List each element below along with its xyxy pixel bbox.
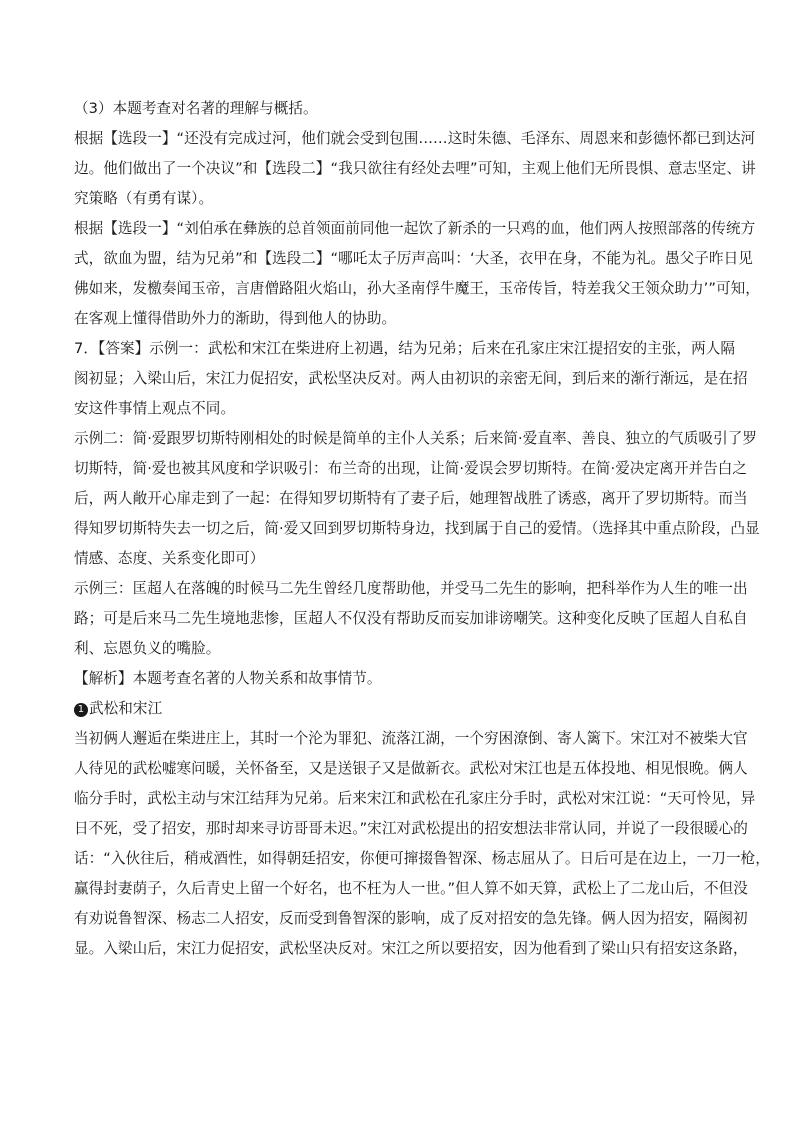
- section-heading: [74, 700, 724, 717]
- text-line: 【解析】本题考查名著的人物关系和故事情节。: [74, 670, 382, 687]
- text-line: 赢得封妻荫子，久后青史上留一个好名，也不枉为人一世。”但人算不如天算，武松上了二龙山后，不但没: [74, 880, 748, 897]
- text-line: 示例三：匡超人在落魄的时候马二先生曾经几度帮助他，并受马二先生的影响，把科举作为人生的唯一出: [74, 580, 748, 597]
- document-page: [74, 100, 770, 957]
- circled-number-icon: 1: [74, 703, 88, 717]
- text-line: 人待见的武松嘘寒问暖，关怀备至，又是送银子又是做新衣。武松对宋江也是五体投地、相见恨晚。俩人: [74, 760, 748, 777]
- text-line: 有劝说鲁智深、杨志二人招安，反而受到鲁智深的影响，成了反对招安的急先锋。俩人因为招安，隔阂初: [74, 910, 748, 927]
- text-line: （3）本题考查对名著的理解与概括。: [74, 100, 318, 117]
- text-line: 得知罗切斯特失去一切之后，简·爱又回到罗切斯特身边，找到属于自己的爱情。（选择其中重点阶段，凸显: [74, 520, 760, 537]
- text-line: 边。他们做出了一个决议”和【选段二】“我只欲往有经处去哩”可知，主观上他们无所畏惧、意志坚定、讲: [74, 160, 756, 177]
- text-line: 7．【答案】示例一：武松和宋江在柴进府上初遇，结为兄弟；后来在孔家庄宋江提招安的主张，两人隔: [74, 340, 736, 357]
- text-line: 阂初显；入梁山后，宋江力促招安，武松坚决反对。两人由初识的亲密无间，到后来的渐行渐远，是在招: [74, 370, 748, 387]
- text-line: 切斯特，简·爱也被其风度和学识吸引：布兰奇的出现，让简·爱误会罗切斯特。在简·爱决定离开并告白之: [74, 460, 748, 477]
- text-line: 情感、态度、关系变化即可）: [74, 550, 265, 567]
- text-line: 式，欲血为盟，结为兄弟”和【选段二】“哪吒太子厉声高叫：‘大圣，衣甲在身，不能为礼。愚父子昨日见: [74, 250, 753, 267]
- section-heading-text: 武松和宋江: [89, 700, 163, 717]
- text-line: 根据【选段一】“刘伯承在彝族的总首领面前同他一起饮了新杀的一只鸡的血，他们两人按照部落的传统方: [74, 220, 756, 237]
- text-line: 安这件事情上观点不同。: [74, 400, 236, 417]
- text-line: 路；可是后来马二先生境地悲惨，匡超人不仅没有帮助反而妄加诽谤嘲笑。这种变化反映了匡超人自私自: [74, 610, 748, 627]
- text-line: 临分手时，武松主动与宋江结拜为兄弟。后来宋江和武松在孔家庄分手时，武松对宋江说：“天可怜见，异: [74, 790, 756, 807]
- text-line: 显。入梁山后，宋江力促招安，武松坚决反对。宋江之所以要招安，因为他看到了梁山只有招安这条路，: [74, 940, 748, 957]
- text-line: 在客观上懂得借助外力的渐助，得到他人的协助。: [74, 310, 397, 327]
- text-line: 后，两人敞开心扉走到了一起：在得知罗切斯特有了妻子后，她理智战胜了诱惑，离开了罗切斯特。而当: [74, 490, 748, 507]
- text-line: 话：“入伙往后，稍戒酒性，如得朝廷招安，你便可撺掇鲁智深、杨志屈从了。日后可是在边上，一刀一枪，: [74, 850, 770, 867]
- text-line: 示例二：简·爱跟罗切斯特刚相处的时候是简单的主仆人关系；后来简·爱直率、善良、独立的气质吸引了罗: [74, 430, 757, 447]
- text-line: 当初俩人邂逅在柴进庄上，其时一个沦为罪犯、流落江湖，一个穷困潦倒、寄人篱下。宋江对不被柴大官: [74, 730, 748, 747]
- text-line: 根据【选段一】“还没有完成过河，他们就会受到包围……这时朱德、毛泽东、周恩来和彭德怀都已到达河: [74, 130, 756, 147]
- text-line: 佛如来，发檄奏闻玉帝，言唐僧路阻火焰山，孙大圣南俘牛魔王，玉帝传旨，特差我父王领众助力’”可知，: [74, 280, 760, 297]
- text-line: 究策略（有勇有谋）。: [74, 190, 214, 207]
- text-line: 利、忘恩负义的嘴脸。: [74, 640, 221, 657]
- text-line: 日不死，受了招安，那时却来寻访哥哥未迟。”宋江对武松提出的招安想法非常认同，并说了一段很暖心的: [74, 820, 748, 837]
